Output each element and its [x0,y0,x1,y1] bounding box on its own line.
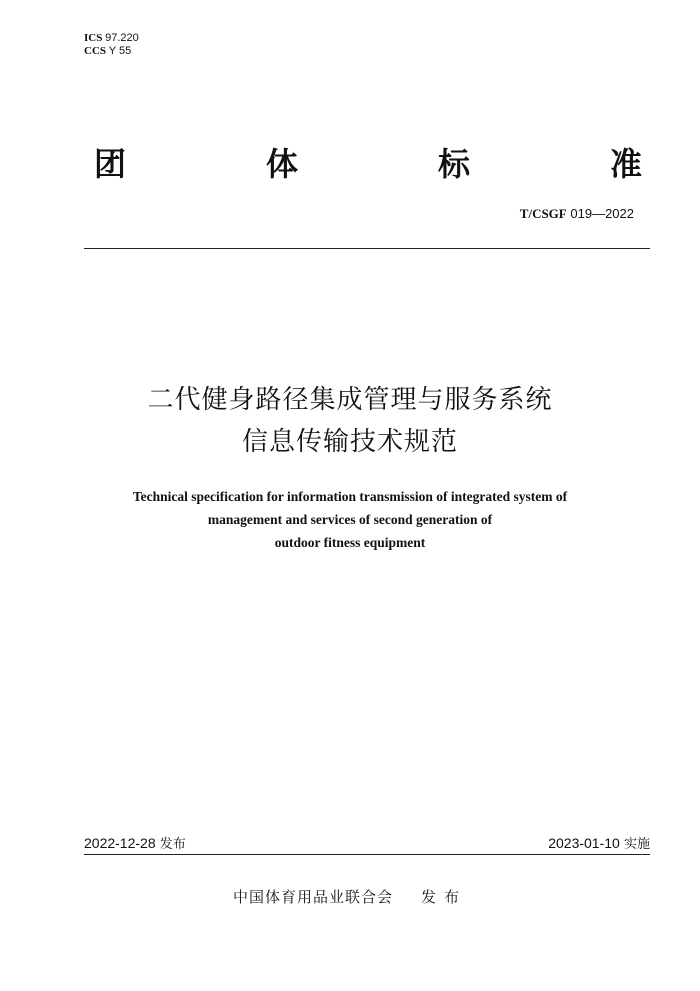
standard-code-prefix: T/CSGF [519,206,567,221]
standard-code-number: 019—2022 [570,206,634,221]
title-cn-line-1: 二代健身路径集成管理与服务系统 [147,385,553,415]
publisher-name: 中国体育用品业联合会 [232,888,393,906]
top-divider [84,248,650,249]
issue-date-value: 2022-12-28 [84,835,156,851]
publisher-line [0,886,700,907]
ics-value: 97.220 [105,32,139,44]
bottom-divider [84,854,650,855]
publisher-action: 发布 [421,888,468,906]
implementation-date-label: 实施 [623,837,650,852]
standard-type-char-4: 准 [609,145,642,183]
implementation-date [548,833,650,852]
classification-block [84,32,139,58]
standard-code [520,206,634,222]
ics-label: ICS [84,32,103,44]
standard-type-char-2: 体 [265,145,298,183]
ics-line [84,32,139,45]
title-cn-line-2: 信息传输技术规范 [241,427,458,457]
standard-type-heading [94,140,642,184]
standard-type-char-1: 团 [94,145,127,183]
issue-date-label: 发布 [159,837,186,852]
standard-type-char-3: 标 [437,145,470,183]
issue-date [84,833,186,852]
ccs-line [84,45,139,58]
ccs-label: CCS [84,45,107,57]
title-en-line-2: management and services of second generation of [207,512,493,527]
ccs-value: Y 55 [108,45,132,57]
implementation-date-value: 2023-01-10 [548,835,620,851]
title-en-line-3: outdoor fitness equipment [274,535,426,550]
title-en-line-1: Technical specification for information transmission of integrated system of [132,489,568,504]
